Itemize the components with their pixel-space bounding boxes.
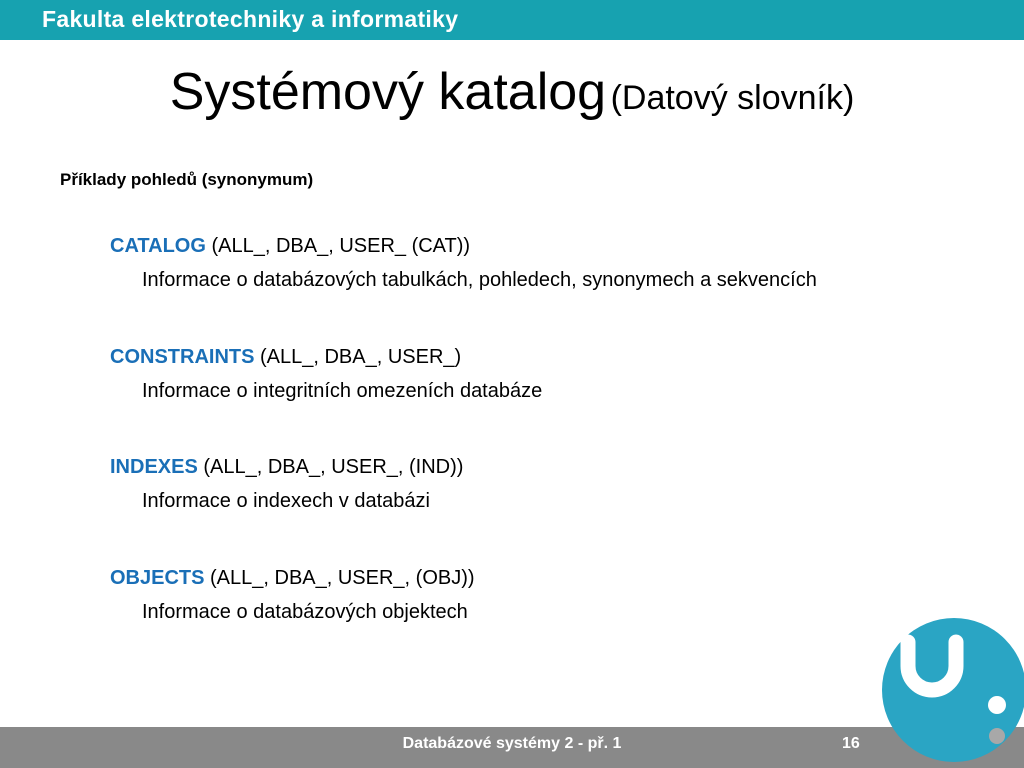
- entry-variants: (ALL_, DBA_, USER_, (OBJ)): [204, 567, 475, 589]
- entry-keyword: CATALOG: [110, 235, 206, 257]
- university-logo-icon: [880, 612, 1024, 768]
- entry-variants: (ALL_, DBA_, USER_): [254, 346, 462, 368]
- entry-description: Informace o databázových tabulkách, pohledech, synonymech a sekvencích: [142, 269, 817, 291]
- entry-keyword: OBJECTS: [110, 567, 205, 589]
- slide-title: [0, 62, 1024, 122]
- slide-title-sub: (Datový slovník): [610, 79, 855, 117]
- entry-constraints: [110, 346, 542, 403]
- slide-title-main: Systémový katalog: [169, 63, 607, 121]
- entry-objects: [110, 567, 475, 624]
- entry-description: Informace o indexech v databázi: [142, 490, 430, 512]
- header-bar: [0, 0, 1024, 40]
- entry-catalog: [110, 235, 817, 292]
- entry-description: Informace o integritních omezeních databáze: [142, 380, 543, 402]
- entry-description: Informace o databázových objektech: [142, 601, 468, 623]
- entry-variants: (ALL_, DBA_, USER_ (CAT)): [205, 235, 471, 257]
- faculty-title: Fakulta elektrotechniky a informatiky: [42, 6, 459, 32]
- footer-text: Databázové systémy 2 - př. 1: [402, 735, 622, 752]
- entry-keyword: INDEXES: [110, 456, 198, 478]
- subheading: Příklady pohledů (synonymum): [60, 170, 314, 189]
- entry-variants: (ALL_, DBA_, USER_, (IND)): [197, 456, 464, 478]
- entry-keyword: CONSTRAINTS: [110, 346, 255, 368]
- page-number: 16: [842, 735, 860, 752]
- entry-indexes: [110, 456, 463, 513]
